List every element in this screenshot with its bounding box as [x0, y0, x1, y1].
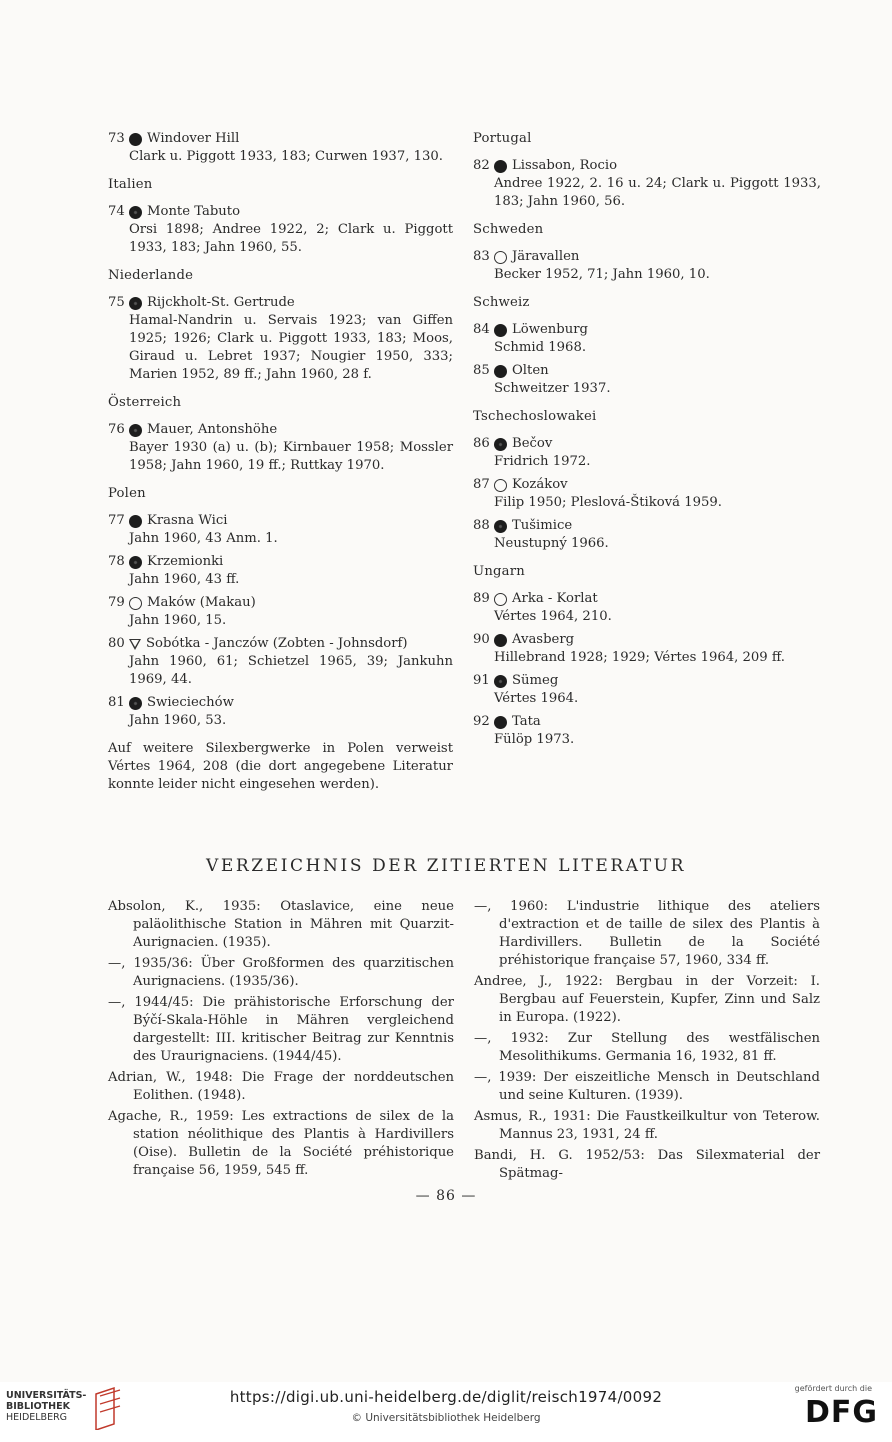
country-heading: Österreich [108, 395, 182, 410]
site-name: Tata [512, 714, 541, 729]
site-name: Avasberg [512, 632, 575, 647]
site-entry [108, 130, 453, 166]
site-entry-head [108, 694, 453, 712]
site-references: Jahn 1960, 53. [129, 713, 227, 728]
literature-entry: Bandi, H. G. 1952/53: Das Silexmaterial der Spätmag- [474, 1148, 820, 1181]
site-references: Fülöp 1973. [494, 732, 575, 747]
country-heading: Polen [108, 486, 146, 501]
site-references: Jahn 1960, 61; Schietzel 1965, 39; Jankuhn 1969, 44. [129, 654, 453, 687]
site-number: 92 [473, 714, 490, 729]
site-entry [108, 203, 453, 257]
site-entry [473, 631, 821, 667]
country-heading: Portugal [473, 131, 532, 146]
site-entry [473, 321, 821, 357]
open-marker-icon [494, 593, 507, 606]
site-entry [473, 157, 821, 211]
site-references: Bayer 1930 (a) u. (b); Kirnbauer 1958; Mossler 1958; Jahn 1960, 19 ff.; Ruttkay 1970. [129, 440, 453, 473]
site-entry [473, 476, 821, 512]
site-number: 79 [108, 595, 125, 610]
site-entry [108, 635, 453, 689]
site-number: 82 [473, 158, 490, 173]
site-references: Jahn 1960, 15. [129, 613, 227, 628]
library-line-2: BIBLIOTHEK [6, 1401, 70, 1412]
site-entry [473, 362, 821, 398]
site-name: Rijckholt-St. Gertrude [147, 295, 295, 310]
literature-entry: Adrian, W., 1948: Die Frage der norddeutschen Eolithen. (1948). [108, 1070, 454, 1103]
site-entry [108, 512, 453, 548]
literature-entry: —, 1960: L'industrie lithique des ateliers d'extraction et de taille de silex des Plantis à Hardivillers. Bulletin de la Société préhistorique française 57, 1960, 334 ff. [474, 899, 820, 968]
literature-entry: Asmus, R., 1931: Die Faustkeilkultur von Teterow. Mannus 23, 1931, 24 ff. [474, 1109, 820, 1142]
dotted-marker-icon [129, 297, 142, 310]
literature-list-right [474, 898, 820, 1186]
filled-marker-icon [129, 133, 142, 146]
site-number: 88 [473, 518, 490, 533]
site-name: Krasna Wici [147, 513, 228, 528]
site-name: Tušimice [512, 518, 573, 533]
site-number: 78 [108, 554, 125, 569]
site-entry-head [473, 517, 821, 535]
site-entry [473, 435, 821, 471]
literature-entry: —, 1932: Zur Stellung des westfälischen Mesolithikums. Germania 16, 1932, 81 ff. [474, 1031, 820, 1064]
site-entry-head [473, 713, 821, 731]
dotted-marker-icon [129, 697, 142, 710]
site-name: Bečov [512, 436, 553, 451]
site-entry-head [108, 553, 453, 571]
site-entry-head [473, 157, 821, 175]
footer-bar [0, 1382, 892, 1442]
site-references: Andree 1922, 2. 16 u. 24; Clark u. Piggott 1933, 183; Jahn 1960, 56. [494, 176, 821, 209]
site-entry-head [473, 476, 821, 494]
filled-marker-icon [494, 634, 507, 647]
funding-label: gefördert durch die [794, 1384, 872, 1393]
site-name: Monte Tabuto [147, 204, 241, 219]
site-number: 89 [473, 591, 490, 606]
site-entry [473, 672, 821, 708]
dotted-marker-icon [494, 438, 507, 451]
site-entry [108, 421, 453, 475]
literature-entry: —, 1944/45: Die prähistorische Erforschung der Býčí-Skala-Höhle in Mähren vergleichend dargestellt: III. kritischer Beitrag zur Kenntnis des Uraurignaciens. (1944/45). [108, 995, 454, 1064]
site-references: Vértes 1964, 210. [494, 609, 612, 624]
dotted-marker-icon [129, 424, 142, 437]
site-number: 83 [473, 249, 490, 264]
site-references: Jahn 1960, 43 Anm. 1. [129, 531, 278, 546]
site-name: Sobótka - Janczów (Zobten - Johnsdorf) [146, 636, 408, 651]
site-name: Kozákov [512, 477, 568, 492]
copyright-notice: © Universitätsbibliothek Heidelberg [351, 1412, 541, 1424]
site-number: 74 [108, 204, 125, 219]
site-name: Mauer, Antonshöhe [147, 422, 278, 437]
library-line-1: UNIVERSITÄTS- [6, 1390, 87, 1401]
site-references: Hillebrand 1928; 1929; Vértes 1964, 209 ff. [494, 650, 785, 665]
literature-entry: Andree, J., 1922: Bergbau in der Vorzeit: I. Bergbau auf Feuerstein, Kupfer, Zinn und Salz in Europa. (1922). [474, 974, 820, 1025]
country-heading: Niederlande [108, 268, 194, 283]
site-number: 90 [473, 632, 490, 647]
site-references: Jahn 1960, 43 ff. [129, 572, 240, 587]
site-list-left [108, 130, 453, 794]
dfg-logo: DFG [804, 1395, 878, 1430]
site-entry-head [473, 248, 821, 266]
site-number: 80 [108, 636, 125, 651]
country-heading: Schweiz [473, 295, 530, 310]
open-marker-icon [494, 251, 507, 264]
site-number: 75 [108, 295, 125, 310]
filled-marker-icon [494, 324, 507, 337]
open-marker-icon [494, 479, 507, 492]
country-heading: Tschechoslowakei [473, 409, 597, 424]
site-references: Becker 1952, 71; Jahn 1960, 10. [494, 267, 710, 282]
site-references: Clark u. Piggott 1933, 183; Curwen 1937, 130. [129, 149, 443, 164]
site-entry-head [108, 635, 453, 653]
literature-entry: —, 1939: Der eiszeitliche Mensch in Deutschland und seine Kulturen. (1939). [474, 1070, 820, 1103]
literature-entry: —, 1935/36: Über Großformen des quarzitischen Aurignaciens. (1935/36). [108, 956, 454, 989]
site-entry-head [473, 590, 821, 608]
country-heading: Ungarn [473, 564, 525, 579]
site-entry-head [473, 672, 821, 690]
site-name: Swieciechów [147, 695, 234, 710]
filled-marker-icon [129, 515, 142, 528]
site-entry-head [108, 421, 453, 439]
site-name: Krzemionki [147, 554, 224, 569]
site-number: 86 [473, 436, 490, 451]
site-name: Sümeg [512, 673, 559, 688]
site-entry [473, 517, 821, 553]
site-name: Järavallen [512, 249, 580, 264]
tri-marker-icon [129, 639, 141, 650]
site-entry [108, 594, 453, 630]
site-references: Schweitzer 1937. [494, 381, 611, 396]
site-references: Vértes 1964. [494, 691, 579, 706]
country-heading: Italien [108, 177, 153, 192]
site-entry-head [473, 321, 821, 339]
site-number: 84 [473, 322, 490, 337]
filled-marker-icon [494, 365, 507, 378]
site-number: 77 [108, 513, 125, 528]
site-entry-head [473, 362, 821, 380]
dotted-marker-icon [129, 206, 142, 219]
library-line-3: HEIDELBERG [6, 1412, 68, 1423]
site-entry-head [108, 130, 453, 148]
site-name: Arka - Korlat [512, 591, 598, 606]
literature-entry: Agache, R., 1959: Les extractions de silex de la station néolithique des Plantis à Hardivillers (Oise). Bulletin de la Société préhistorique française 56, 1959, 545 ff. [108, 1109, 454, 1178]
site-number: 85 [473, 363, 490, 378]
site-name: Lissabon, Rocio [512, 158, 618, 173]
site-references: Neustupný 1966. [494, 536, 609, 551]
filled-marker-icon [494, 716, 507, 729]
site-entry [473, 248, 821, 284]
site-references: Orsi 1898; Andree 1922, 2; Clark u. Piggott 1933, 183; Jahn 1960, 55. [129, 222, 453, 255]
site-number: 76 [108, 422, 125, 437]
site-entry-head [473, 435, 821, 453]
site-entry-head [108, 294, 453, 312]
site-references: Fridrich 1972. [494, 454, 591, 469]
dotted-marker-icon [494, 675, 507, 688]
dotted-marker-icon [129, 556, 142, 569]
site-name: Maków (Makau) [147, 595, 256, 610]
site-number: 81 [108, 695, 125, 710]
site-references: Schmid 1968. [494, 340, 587, 355]
permalink-url[interactable]: https://digi.ub.uni-heidelberg.de/diglit/reisch1974/0092 [229, 1388, 663, 1406]
literature-entry: Absolon, K., 1935: Otaslavice, eine neue paläolithische Station in Mähren mit Quarzit-Aurignacien. (1935). [108, 899, 454, 950]
site-name: Löwenburg [512, 322, 588, 337]
site-entry-head [108, 203, 453, 221]
footnote-text: Auf weitere Silexbergwerke in Polen verweist Vértes 1964, 208 (die dort angegebene Literatur konnte leider nicht eingesehen werden). [108, 741, 453, 792]
site-references: Filip 1950; Pleslová-Štiková 1959. [494, 495, 722, 510]
site-number: 73 [108, 131, 125, 146]
site-entry [108, 694, 453, 730]
site-entry-head [108, 512, 453, 530]
filled-marker-icon [494, 160, 507, 173]
literature-list-left [108, 898, 454, 1183]
site-entry [473, 713, 821, 749]
site-entry [108, 553, 453, 589]
site-list-right [473, 130, 821, 754]
site-references: Hamal-Nandrin u. Servais 1923; van Giffen 1925; 1926; Clark u. Piggott 1933, 183; Moos, Giraud u. Lebret 1937; Nougier 1950, 333; Marien 1952, 89 ff.; Jahn 1960, 28 f. [129, 313, 453, 382]
site-entry-head [108, 594, 453, 612]
country-heading: Schweden [473, 222, 544, 237]
site-entry [473, 590, 821, 626]
open-marker-icon [129, 597, 142, 610]
site-number: 87 [473, 477, 490, 492]
site-entry [108, 294, 453, 384]
site-name: Olten [512, 363, 549, 378]
site-number: 91 [473, 673, 490, 688]
section-title: VERZEICHNIS DER ZITIERTEN LITERATUR [205, 856, 687, 876]
page-number: — 86 — [415, 1188, 477, 1204]
site-name: Windover Hill [147, 131, 240, 146]
dotted-marker-icon [494, 520, 507, 533]
site-entry-head [473, 631, 821, 649]
